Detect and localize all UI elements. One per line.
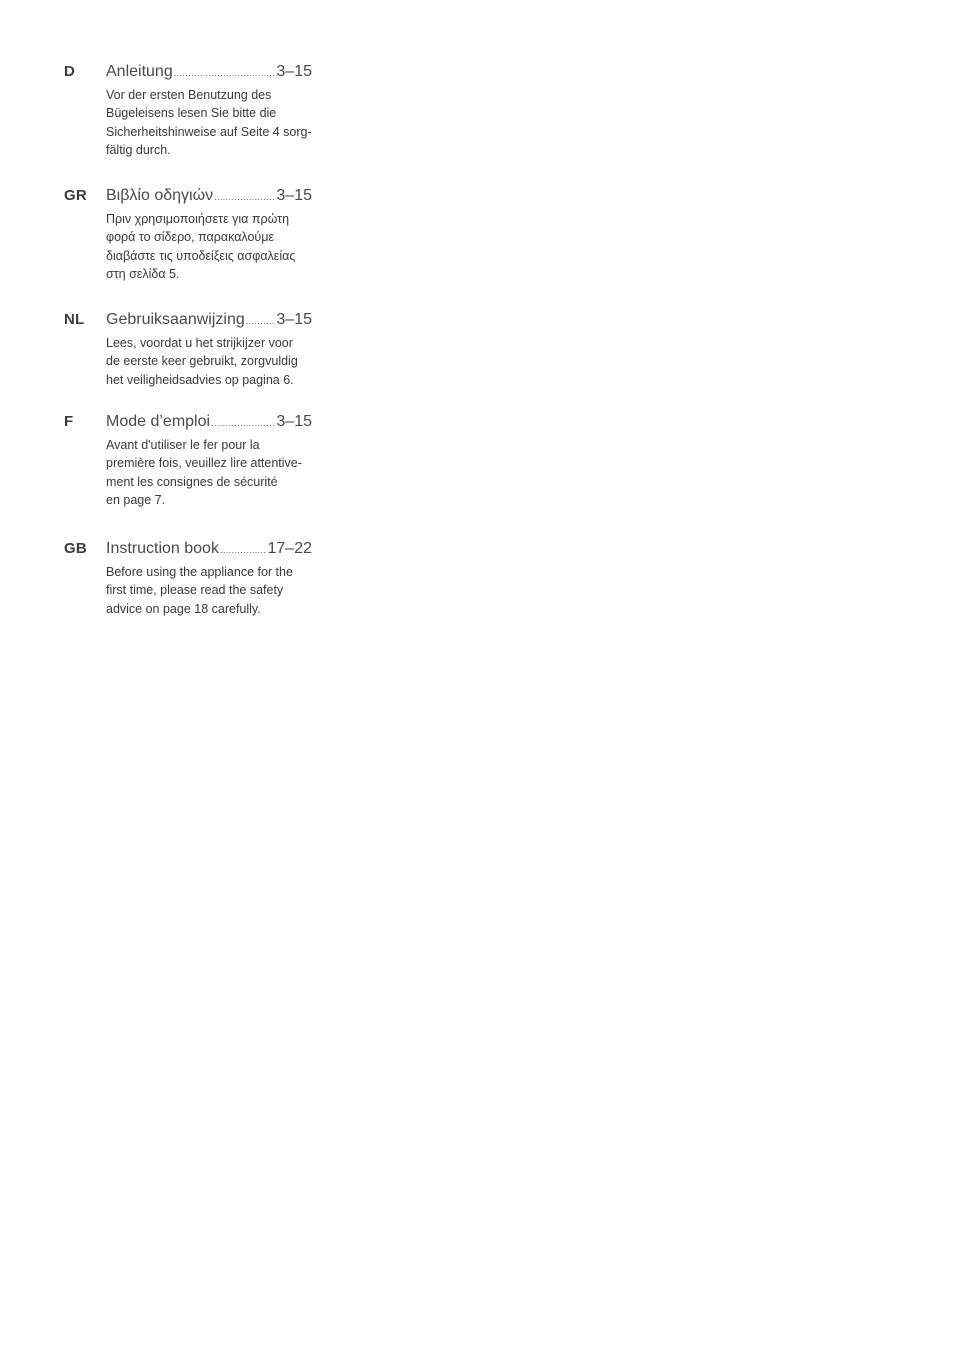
toc-entry-f (64, 410, 336, 509)
page-range: 17–22 (267, 540, 312, 557)
toc-title: Instruction book (106, 540, 219, 557)
dot-leader (214, 185, 275, 209)
safety-note-line: Vor der ersten Benutzung des (106, 88, 272, 102)
safety-note-line: Lees, voordat u het strijkijzer voor (106, 336, 293, 350)
safety-note-line: Avant d'utiliser le fer pour la (106, 438, 260, 452)
toc-title-row (106, 308, 312, 333)
language-code: D (64, 63, 76, 80)
safety-note-line: het veiligheidsadvies op pagina 6. (106, 372, 294, 387)
page-range: 3–15 (276, 187, 312, 204)
safety-note-line: Sicherheitshinweise auf Seite 4 sorg- (106, 124, 312, 139)
safety-note-line: Before using the appliance for the (106, 565, 293, 579)
safety-note-line: Πριν χρησιμοποιήσετε για πρώτη (106, 212, 290, 226)
toc-title-row (106, 184, 312, 209)
safety-note (106, 210, 336, 283)
page-range: 3–15 (276, 311, 312, 328)
toc-title: Anleitung (106, 63, 173, 80)
dot-leader (246, 309, 276, 333)
toc-title: Gebruiksaanwijzing (106, 311, 245, 328)
safety-note-line: de eerste keer gebruikt, zorgvuldig (106, 354, 298, 369)
safety-note-line: Bügeleisens lesen Sie bitte die (106, 106, 277, 121)
safety-note-line: στη σελίδα 5. (106, 266, 180, 281)
toc-title: Mode d’emploi (106, 413, 211, 430)
toc-title: Βιβλίο οδηγιών (106, 187, 214, 204)
language-code: NL (64, 311, 85, 328)
safety-note-line: en page 7. (106, 492, 166, 507)
safety-note-line: διαβάστε τις υποδείξεις ασφαλείας (106, 248, 296, 263)
page-range: 3–15 (276, 63, 312, 80)
safety-note-line: ment les consignes de sécurité (106, 474, 278, 489)
safety-note-line: φορά το σίδερο, παρακαλούμε (106, 230, 275, 245)
safety-note-line: first time, please read the safety (106, 583, 284, 598)
safety-note (106, 436, 336, 509)
language-code: GB (64, 540, 87, 557)
dot-leader (174, 61, 276, 85)
toc-title-row (106, 537, 312, 562)
safety-note (106, 334, 336, 389)
toc-entry-gb (64, 537, 336, 618)
toc-title-row (106, 410, 312, 435)
page-range: 3–15 (276, 413, 312, 430)
toc-entry-gr (64, 184, 336, 283)
toc-title-row (106, 60, 312, 85)
dot-leader (211, 411, 275, 435)
safety-note-line: advice on page 18 carefully. (106, 601, 261, 616)
safety-note-line: première fois, veuillez lire attentive- (106, 456, 302, 471)
toc-entry-nl (64, 308, 336, 389)
safety-note-line: fältig durch. (106, 142, 171, 157)
safety-note (106, 563, 336, 618)
dot-leader (220, 538, 267, 562)
safety-note (106, 86, 336, 159)
language-code: F (64, 413, 74, 430)
toc-entry-d (64, 60, 336, 159)
language-code: GR (64, 187, 87, 204)
